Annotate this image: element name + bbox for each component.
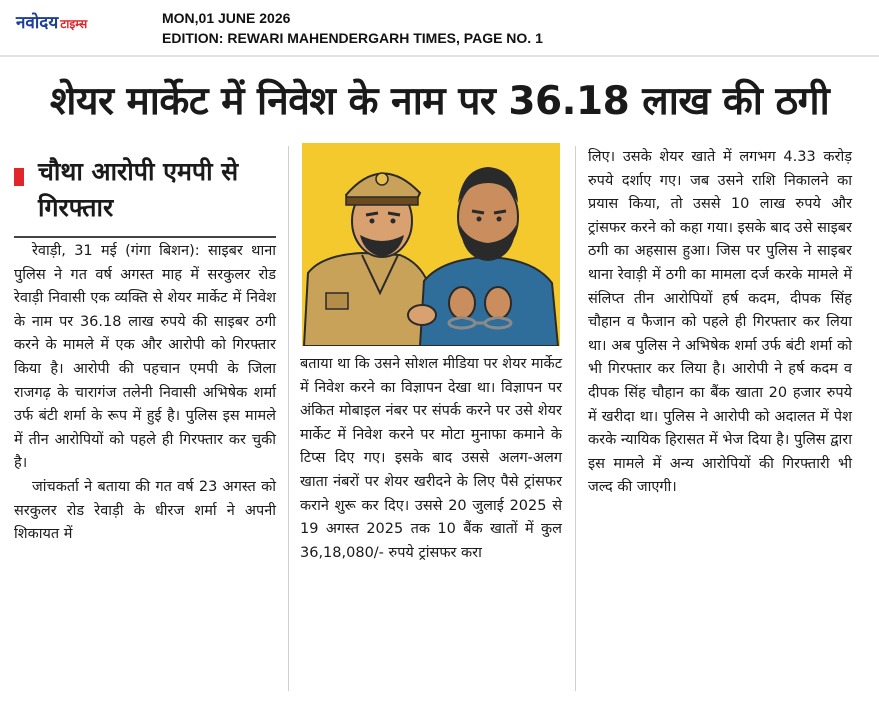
subheadline-divider [14, 236, 276, 238]
edition-info: EDITION: REWARI MAHENDERGARH TIMES, PAGE NO. 1 [162, 30, 543, 46]
article-paragraph: बताया था कि उसने सोशल मीडिया पर शेयर मार्केट में निवेश करने का विज्ञापन देखा था। विज्ञापन पर अंकित मोबाइल नंबर पर संपर्क करने पर उसे शेयर मार्केट में निवेश करने पर मोटा मुनाफा कमाने के टिप्स दिए गए। इसके बाद उससे अलग-अलग खाता नंबरों पर शेयर खरीदने के लिए पैसे ट्रांसफर कराने शुरू कर दिए। उससे 20 जुलाई 2025 से 19 अगस्त 2025 तक 10 बैंक खातों में कुल 36,18,080/- रुपये ट्रांसफर करा [300, 356, 562, 561]
headline: शेयर मार्केट में निवेश के नाम पर 36.18 लाख की ठगी [49, 79, 830, 124]
logo-main-text: नवोदय [16, 13, 59, 33]
column-divider [288, 146, 289, 691]
logo-sub-text: टाइम्स [60, 17, 88, 31]
masthead-divider [0, 55, 879, 57]
edition-meta [162, 8, 543, 48]
article-column-3 [588, 146, 852, 500]
subheadline: चौथा आरोपी एमपी से गिरफ्तार [38, 157, 239, 222]
article-paragraph: रेवाड़ी, 31 मई (गंगा बिशन): साइबर थाना पुलिस ने गत वर्ष अगस्त माह में सरकुलर रोड रेवाड़ी निवासी एक व्यक्ति से शेयर मार्केट में निवेश के नाम पर 36.18 लाख रुपये की साइबर ठगी करने के मामले में एक और आरोपी को गिरफ्तार किया है। आरोपी की पहचान एमपी के जिला राजगढ़ के चारागंज तलेनी निवासी अभिषेक शर्मा उर्फ बंटी शर्मा के रूप में हुई है। पुलिस इस मामले में तीन आरोपियों को पहले ही गिरफ्तार कर चुकी है। [14, 243, 276, 472]
article-paragraph: जांचकर्ता ने बताया की गत वर्ष 23 अगस्त को सरकुलर रोड रेवाड़ी के धीरज शर्मा ने अपनी शिकायत में [14, 478, 276, 543]
newspaper-logo [16, 10, 87, 36]
red-bullet-icon [14, 168, 24, 186]
subheadline-block [14, 154, 280, 226]
masthead [0, 0, 879, 56]
article-column-1 [14, 240, 276, 547]
arrest-photo [302, 143, 560, 346]
police-arrest-illustration-icon [302, 143, 560, 346]
publication-date: MON,01 JUNE 2026 [162, 10, 291, 26]
article-column-2 [300, 353, 562, 565]
article-paragraph: लिए। उसके शेयर खाते में लगभग 4.33 करोड़ रुपये दर्शाए गए। जब उसने राशि निकालने का प्रयास किया, तो उससे 10 लाख रुपये और ट्रांसफर करने को कहा गया। इसके बाद उसे साइबर ठगी का अहसास हुआ। जिस पर पुलिस ने साइबर थाना रेवाड़ी में ठगी का मामला दर्ज करके मामले में संलिप्त तीन आरोपियों हर्ष कदम, दीपक सिंह चौहान व फैजान को पहले ही गिरफ्तार कर लिया था। अब पुलिस ने अभिषेक शर्मा उर्फ बंटी शर्मा को भी गिरफ्तार कर लिया है। आरोपी ने हर्ष कदम व दीपक सिंह चौहान का बैंक खाता 20 हजार रुपये में खरीदा था। पुलिस ने आरोपी को अदालत में पेश करके न्यायिक हिरासत में भेज दिया है। पुलिस द्वारा इस मामले में अन्य आरोपियों की गिरफ्तारी भी जल्द की जाएगी। [588, 149, 852, 496]
column-divider [575, 146, 576, 691]
